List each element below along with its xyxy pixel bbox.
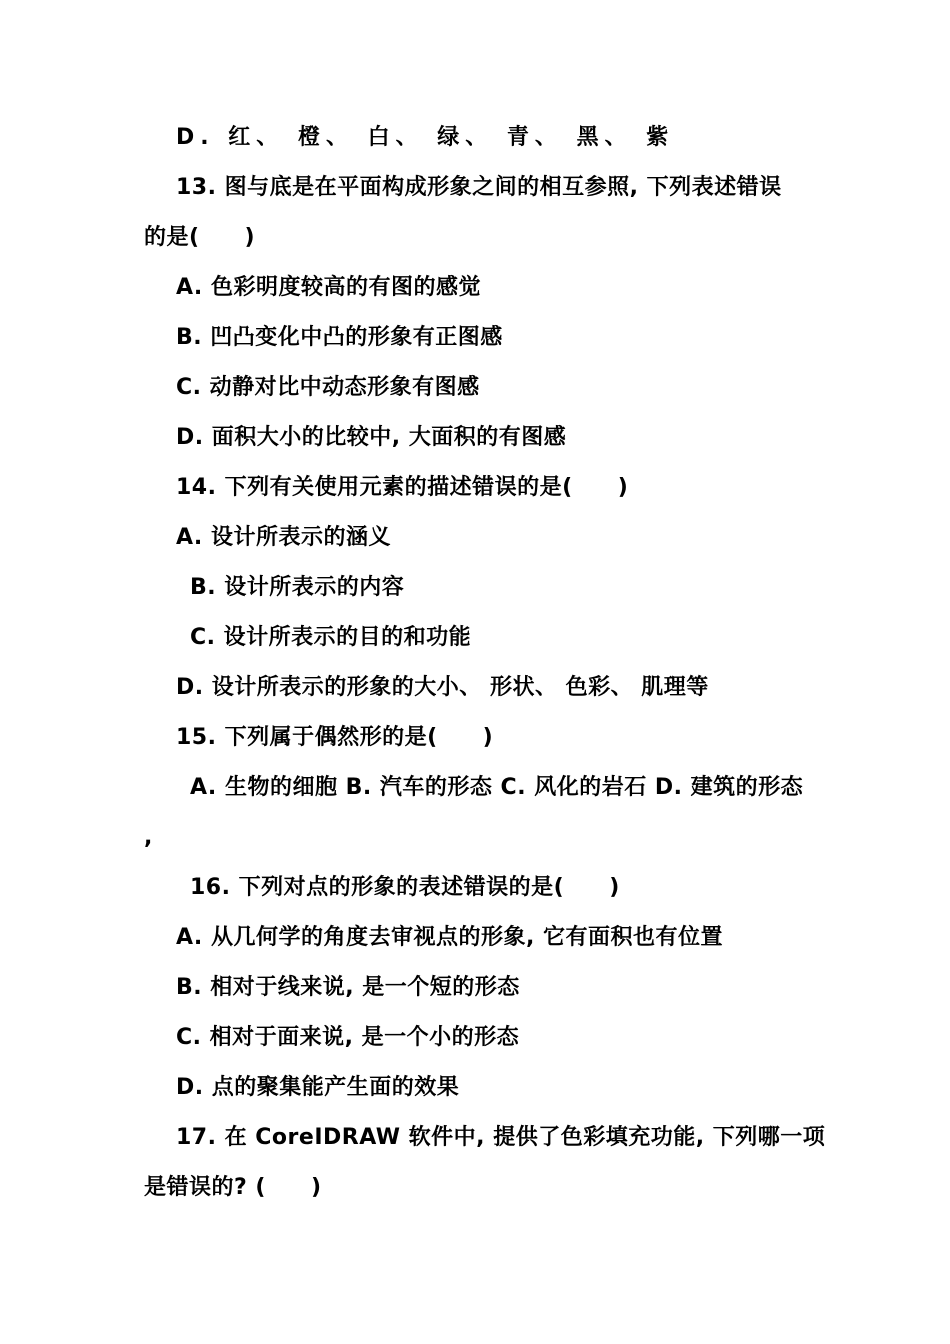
q15-trailing-comma: , <box>144 825 153 850</box>
q16-option-d: D. 点的聚集能产生面的效果 <box>176 1075 460 1100</box>
q16-stem: 16. 下列对点的形象的表述错误的是( ) <box>190 875 620 900</box>
q13-option-a: A. 色彩明度较高的有图的感觉 <box>176 275 481 300</box>
q17-stem-line-1: 17. 在 CoreIDRAW 软件中, 提供了色彩填充功能, 下列哪一项 <box>176 1125 826 1150</box>
q14-option-c: C. 设计所表示的目的和功能 <box>190 625 472 650</box>
q14-stem: 14. 下列有关使用元素的描述错误的是( ) <box>176 475 629 500</box>
q13-option-c: C. 动静对比中动态形象有图感 <box>176 375 480 400</box>
q13-stem-line-1: 13. 图与底是在平面构成形象之间的相互参照, 下列表述错误 <box>176 175 782 200</box>
q16-option-b: B. 相对于线来说, 是一个短的形态 <box>176 975 520 1000</box>
q15-stem: 15. 下列属于偶然形的是( ) <box>176 725 494 750</box>
q14-option-b: B. 设计所表示的内容 <box>190 575 405 600</box>
q14-option-d: D. 设计所表示的形象的大小、 形状、 色彩、 肌理等 <box>176 675 709 700</box>
q16-option-a: A. 从几何学的角度去审视点的形象, 它有面积也有位置 <box>176 925 723 950</box>
q17-stem-line-2: 是错误的? ( ) <box>144 1175 322 1200</box>
q14-option-a: A. 设计所表示的涵义 <box>176 525 391 550</box>
q16-option-c: C. 相对于面来说, 是一个小的形态 <box>176 1025 520 1050</box>
q13-stem-line-2: 的是( ) <box>144 225 256 250</box>
q13-option-b: B. 凹凸变化中凸的形象有正图感 <box>176 325 503 350</box>
q15-options: A. 生物的细胞 B. 汽车的形态 C. 风化的岩石 D. 建筑的形态 <box>190 775 804 800</box>
q12-option-d: D. 红、 橙、 白、 绿、 青、 黑、 紫 <box>176 125 675 150</box>
q13-option-d: D. 面积大小的比较中, 大面积的有图感 <box>176 425 567 450</box>
